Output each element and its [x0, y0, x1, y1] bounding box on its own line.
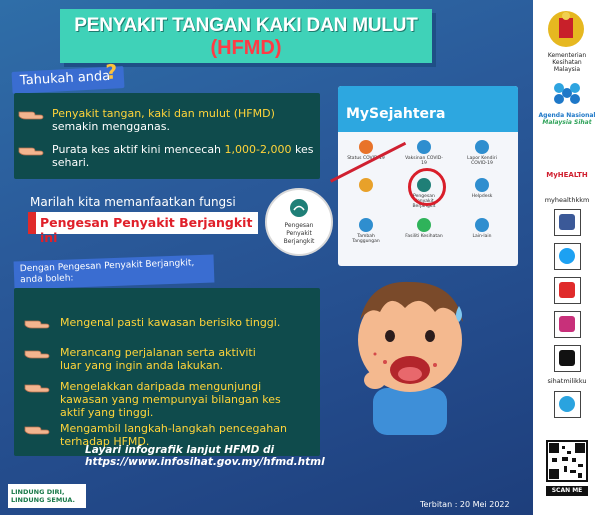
handle-top: myhealthkkm: [544, 196, 590, 204]
app-tile-infectious-disease: Pengesan Penyakit Berjangkit: [404, 178, 444, 209]
myhealth-logo: MyHEALTH: [546, 171, 588, 179]
status-icon: [359, 140, 373, 154]
add-dependent-icon: [359, 218, 373, 232]
slogan-line1: LINDUNG DIRI,: [11, 488, 65, 496]
vaccine-icon: [417, 140, 431, 154]
qr-code[interactable]: [546, 440, 588, 482]
helpdesk-icon: [475, 178, 489, 192]
published-date: Terbitan : 20 Mei 2022: [420, 500, 510, 509]
telegram-icon: [559, 396, 575, 412]
twitter-icon: [559, 248, 575, 264]
benefits-intro-line1: Dengan Pengesan Penyakit Berjangkit,: [19, 258, 195, 275]
app-tile: Fasiliti Kesihatan: [404, 218, 444, 239]
highlight-ring: [408, 168, 446, 206]
app-tile: Tambah Tanggungan: [346, 218, 386, 244]
fact-2: [52, 143, 313, 169]
benefits-tag: [14, 255, 215, 290]
app-tile: Helpdesk: [462, 178, 502, 199]
footer-link-text: Layari infografik lanjut HFMD di https://www.infosihat.gov.my/hfmd.html: [85, 444, 325, 468]
health-facility-icon: [417, 218, 431, 232]
pointing-hand-icon: [24, 316, 50, 332]
feature-accent: [28, 212, 36, 234]
facts-panel: [14, 93, 320, 179]
disease-tracker-icon: [289, 198, 309, 218]
ministry-crest-icon: [545, 8, 587, 50]
question-mark: ?: [105, 59, 118, 85]
fact-1-line2: semakin mengganas.: [52, 120, 170, 133]
slogan-line2: LINDUNG SEMUA.: [11, 496, 76, 504]
feature-zoom-circle: [265, 188, 333, 256]
feature-name: Pengesan Penyakit Berjangkit ini: [40, 215, 253, 245]
facebook-icon: [559, 214, 575, 230]
app-tile: Lain-lain: [462, 218, 502, 239]
intro-tag-label: Tahukah anda: [19, 68, 111, 89]
agenda-name: Agenda Nasional Malaysia Sihat: [538, 112, 596, 126]
benefit-3: Mengelakkan daripada mengunjungi kawasan yang mempunyai bilangan kes aktif yang tinggi.: [60, 380, 281, 419]
app-title: MySejahtera: [346, 106, 446, 122]
title-line2: (HFMD): [210, 37, 282, 59]
pointing-hand-icon: [24, 422, 50, 438]
scan-me-label: SCAN ME: [546, 486, 588, 496]
circle-label: Pengesan Penyakit Berjangkit: [283, 222, 315, 245]
people-icon: [359, 178, 373, 192]
pointing-hand-icon: [18, 143, 44, 159]
app-tile: [346, 178, 386, 194]
ministry-name: Kementerian Kesihatan Malaysia: [547, 52, 587, 73]
intro-tag: [12, 59, 125, 94]
app-tile: Vaksinan COVID-19: [404, 140, 444, 166]
fact-2-part3: sehari.: [52, 156, 90, 169]
fact-1-line1: Penyakit tangan, kaki dan mulut (HFMD): [52, 107, 275, 120]
tiktok-icon: [559, 350, 575, 366]
youtube-button[interactable]: [554, 277, 581, 304]
qr-code-icon: [548, 442, 586, 480]
feature-banner: [28, 212, 258, 245]
more-icon: [475, 218, 489, 232]
fact-2-highlight: 1,000-2,000: [224, 143, 292, 156]
cta-text: Marilah kita memanfaatkan fungsi: [30, 195, 236, 209]
benefits-panel: [14, 288, 320, 456]
benefit-4: Mengambil langkah-langkah pencegahan terhadap HFMD.: [60, 422, 287, 448]
telegram-button[interactable]: [554, 391, 581, 418]
instagram-button[interactable]: [554, 311, 581, 338]
benefit-1: Mengenal pasti kawasan berisiko tinggi.: [60, 316, 281, 329]
pointing-hand-icon: [24, 380, 50, 396]
instagram-icon: [559, 316, 575, 332]
tiktok-button[interactable]: [554, 345, 581, 372]
pointing-hand-icon: [18, 107, 44, 123]
benefits-intro-line2: anda boleh:: [20, 273, 74, 286]
fact-2-part1: Purata kes aktif kini mencecah: [52, 143, 225, 156]
benefit-2: Merancang perjalanan serta aktiviti luar yang ingin anda lakukan.: [60, 346, 256, 372]
fact-1: [52, 107, 275, 133]
twitter-button[interactable]: [554, 243, 581, 270]
app-tile: Lapor Kendiri COVID-19: [462, 140, 502, 166]
title-line1: PENYAKIT TANGAN KAKI DAN MULUT: [74, 15, 418, 36]
slogan-badge: [8, 484, 86, 508]
title-banner: [60, 9, 432, 63]
agenda-flower-icon: [550, 78, 584, 108]
fact-2-part2: kes: [291, 143, 314, 156]
handle-bottom: sihatmilikku: [547, 377, 587, 385]
youtube-icon: [559, 282, 575, 298]
app-tile: Status COVID-19: [346, 140, 386, 161]
facebook-button[interactable]: [554, 209, 581, 236]
sick-child-illustration: [345, 270, 475, 435]
pointing-hand-icon: [24, 346, 50, 362]
report-icon: [475, 140, 489, 154]
